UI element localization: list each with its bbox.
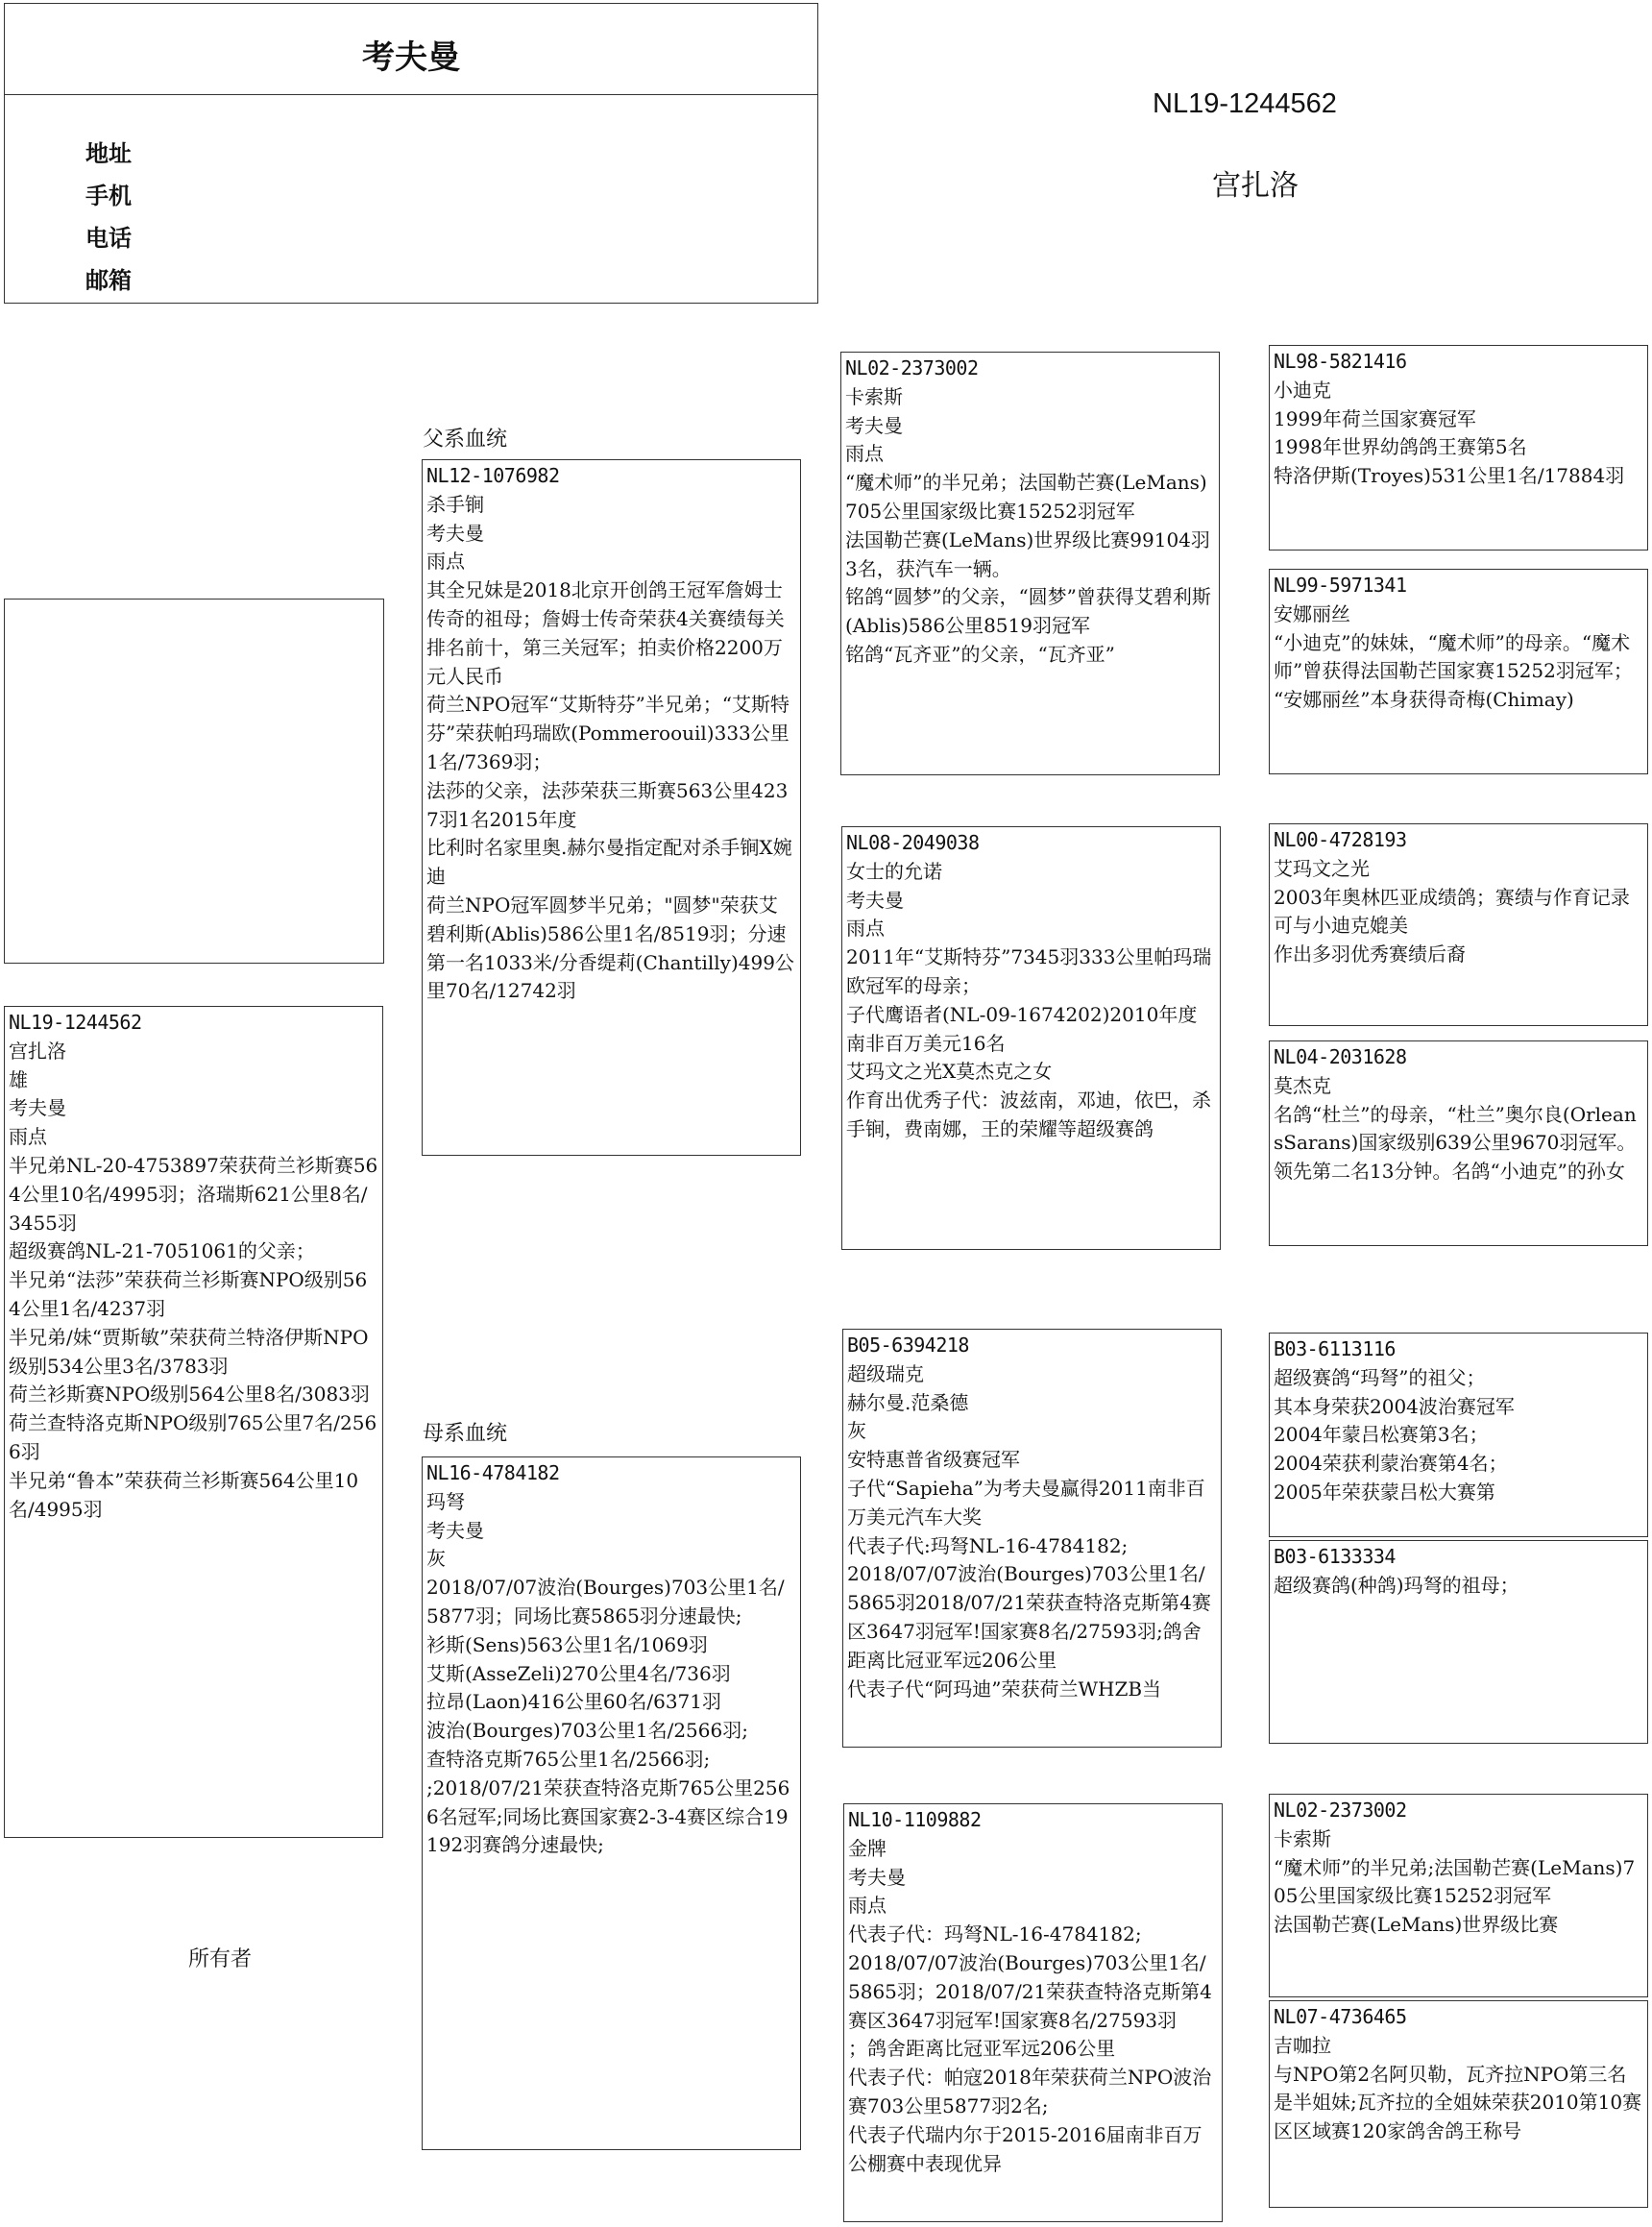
pedigree-text-line: 考夫曼 bbox=[846, 888, 904, 912]
pedigree-text-line: 雨点 bbox=[9, 1125, 47, 1149]
pedigree-text-line: 雨点 bbox=[426, 550, 465, 574]
pedigree-text-line: 作出多羽优秀赛绩后裔 bbox=[1274, 942, 1466, 967]
bird-name: 超级赛鸽“玛弩”的祖父； bbox=[1274, 1365, 1486, 1389]
address-label: 地址 bbox=[85, 140, 132, 167]
pedigree-text-line: 法国勒芒赛(LeMans)世界级比赛 bbox=[1274, 1913, 1559, 1937]
dam-card bbox=[422, 1456, 801, 2150]
bird-name: 超级瑞克 bbox=[847, 1361, 924, 1385]
owner-label: 所有者 bbox=[188, 1947, 253, 1971]
ring-number: NL99-5971341 bbox=[1274, 574, 1407, 597]
pedigree-text-line: 2018/07/07波治(Bourges)703公里1名/5865羽2018/07/21荣获查特洛克斯第4赛区3647羽冠军!国家赛8名/27593羽;鸽舍距离比冠亚军远206公里 bbox=[847, 1562, 1211, 1672]
pedigree-text-line: 艾玛文之光X莫杰克之女 bbox=[846, 1060, 1053, 1084]
subject-card bbox=[4, 1006, 383, 1838]
pedigree-text-line: 考夫曼 bbox=[426, 521, 484, 545]
dam-sire-card bbox=[842, 1329, 1222, 1748]
pedigree-text-line: 安特惠普省级赛冠军 bbox=[847, 1448, 1020, 1472]
pedigree-text-line: 子代“Sapieha”为考夫曼赢得2011南非百万美元汽车大奖 bbox=[847, 1476, 1205, 1529]
bird-name: 吉咖拉 bbox=[1274, 2033, 1331, 2057]
owner-box-divider bbox=[5, 94, 817, 95]
sire-dam-sire-card bbox=[1269, 823, 1648, 1026]
ring-number: NL00-4728193 bbox=[1274, 828, 1407, 851]
pedigree-text-line: 1998年世界幼鸽鸽王赛第5名 bbox=[1274, 435, 1527, 459]
ring-number: NL10-1109882 bbox=[848, 1808, 982, 1831]
pedigree-text-line: 2005年荣获蒙吕松大赛第 bbox=[1274, 1480, 1495, 1504]
ring-number: NL12-1076982 bbox=[426, 464, 560, 487]
pedigree-text-line: 代表子代“阿玛迪”荣获荷兰WHZB当 bbox=[847, 1676, 1162, 1701]
sire-sire-sire-card bbox=[1269, 345, 1648, 551]
pedigree-text-line: “魔术师”的半兄弟；法国勒芒赛(LeMans)705公里国家级比赛15252羽冠军 bbox=[845, 471, 1207, 523]
pedigree-text-line: “安娜丽丝”本身获得奇梅(Chimay) bbox=[1274, 688, 1574, 712]
dam-dam-dam-card bbox=[1269, 2000, 1648, 2208]
ring-number: NL08-2049038 bbox=[846, 831, 980, 854]
header-bird-name: 宫扎洛 bbox=[1212, 169, 1299, 203]
owner-info-box bbox=[4, 3, 818, 304]
bird-name: 莫杰克 bbox=[1274, 1073, 1331, 1097]
sire-sire-dam-card bbox=[1269, 569, 1648, 774]
pedigree-text-line: 代表子代：帕寇2018年荣获荷兰NPO波治赛703公里5877羽2名; bbox=[848, 2066, 1212, 2117]
sire-card bbox=[422, 459, 801, 1156]
pedigree-text-line: 2011年“艾斯特芬”7345羽333公里帕玛瑞欧冠军的母亲； bbox=[846, 945, 1212, 997]
ring-number: NL04-2031628 bbox=[1274, 1045, 1407, 1068]
pedigree-text-line: 考夫曼 bbox=[848, 1865, 906, 1889]
pedigree-text-line: 考夫曼 bbox=[426, 1518, 484, 1542]
pedigree-text-line: 其全兄妹是2018北京开创鸽王冠军詹姆士传奇的祖母；詹姆士传奇荣获4关赛绩每关排名前十，第三关冠军；拍卖价格2200万元人民币 bbox=[426, 578, 785, 688]
dam-sire-dam-card bbox=[1269, 1540, 1648, 1744]
pedigree-text-line: 拉昂(Laon)416公里60名/6371羽 bbox=[426, 1690, 721, 1714]
sire-line-label: 父系血统 bbox=[423, 428, 508, 452]
ring-number: NL19-1244562 bbox=[9, 1011, 142, 1034]
phone-label: 电话 bbox=[85, 225, 132, 252]
bird-name: 卡索斯 bbox=[845, 384, 903, 408]
pedigree-text-line: 法莎的父亲，法莎荣获三斯赛563公里4237羽1名2015年度 bbox=[426, 778, 789, 831]
ring-number: NL98-5821416 bbox=[1274, 350, 1407, 373]
pedigree-text-line: 半兄弟“鲁本”荣获荷兰衫斯赛564公里10名/4995羽 bbox=[9, 1468, 359, 1521]
pedigree-text-line: 雨点 bbox=[846, 917, 885, 941]
ring-number: NL02-2373002 bbox=[1274, 1799, 1407, 1822]
header-ring-number: NL19-1244562 bbox=[1153, 88, 1337, 119]
bird-name: 艾玛文之光 bbox=[1274, 856, 1370, 880]
pedigree-text-line: 荷兰NPO冠军圆梦半兄弟；"圆梦"荣获艾碧利斯(Ablis)586公里1名/8519羽；分速第一名1033米/分香缇莉(Chantilly)499公里70名/12742羽 bbox=[426, 893, 794, 1003]
bird-name: 宫扎洛 bbox=[9, 1039, 66, 1063]
pedigree-text-line: 雨点 bbox=[845, 442, 884, 466]
pedigree-text-line: 查特洛克斯765公里1名/2566羽; bbox=[426, 1747, 711, 1771]
bird-name: 玛弩 bbox=[426, 1489, 465, 1513]
photo-placeholder bbox=[4, 599, 384, 964]
ring-number: NL16-4784182 bbox=[426, 1461, 560, 1484]
pedigree-text-line: 代表子代:玛弩NL-16-4784182; bbox=[847, 1533, 1129, 1557]
pedigree-text-line: 比利时名家里奥.赫尔曼指定配对杀手锏X婉迪 bbox=[426, 836, 792, 889]
bird-name: 卡索斯 bbox=[1274, 1826, 1331, 1850]
pedigree-text-line: 代表子代瑞内尔于2015-2016届南非百万公棚赛中表现优异 bbox=[848, 2122, 1203, 2175]
sire-sire-card bbox=[840, 352, 1220, 775]
pedigree-text-line: 荷兰NPO冠军“艾斯特芬”半兄弟；“艾斯特芬”荣获帕玛瑞欧(Pommeroouil)333公里1名/7369羽； bbox=[426, 693, 790, 773]
pedigree-text-line: 雄 bbox=[9, 1067, 28, 1091]
bird-name: 杀手锏 bbox=[426, 492, 484, 516]
pedigree-text-line: 2018/07/07波治(Bourges)703公里1名/5865羽；2018/07/21荣获查特洛克斯第4赛区3647羽冠军!国家赛8名/27593羽 bbox=[848, 1950, 1212, 2032]
bird-name: 小迪克 bbox=[1274, 378, 1331, 402]
pedigree-text-line: 半兄弟/妹“贾斯敏”荣获荷兰特洛伊斯NPO级别534公里3名/3783羽 bbox=[9, 1325, 369, 1378]
email-label: 邮箱 bbox=[85, 267, 132, 294]
pedigree-text-line: “小迪克”的妹妹，“魔术师”的母亲。“魔术师”曾获得法国勒芒国家赛15252羽冠军； bbox=[1274, 630, 1633, 683]
pedigree-text-line: 半兄弟NL-20-4753897荣获荷兰衫斯赛564公里10名/4995羽；洛瑞斯621公里8名/3455羽 bbox=[9, 1153, 378, 1235]
mobile-label: 手机 bbox=[85, 183, 132, 209]
sire-dam-dam-card bbox=[1269, 1040, 1648, 1246]
pedigree-text-line: 作育出优秀子代：波兹南，邓迪，依巴，杀手锏，费南娜，王的荣耀等超级赛鸽 bbox=[846, 1089, 1211, 1140]
ring-number: B03-6113116 bbox=[1274, 1337, 1396, 1360]
pedigree-text-line: 与NPO第2名阿贝勒，瓦齐拉NPO第三名是半姐妹;瓦齐拉的全姐妹荣获2010第10赛区区域赛120家鸽舍鸽王称号 bbox=[1274, 2062, 1642, 2143]
pedigree-text-line: 雨点 bbox=[848, 1894, 887, 1918]
pedigree-text-line: 铭鸽“圆梦”的父亲，“圆梦”曾获得艾碧利斯(Ablis)586公里8519羽冠军 bbox=[845, 585, 1211, 638]
pedigree-text-line: 2018/07/07波治(Bourges)703公里1名/5877羽；同场比赛5865羽分速最快; bbox=[426, 1576, 785, 1627]
pedigree-text-line: 子代鹰语者(NL-09-1674202)2010年度南非百万美元16名 bbox=[846, 1002, 1198, 1055]
pedigree-text-line: 法国勒芒赛(LeMans)世界级比赛99104羽3名，获汽车一辆。 bbox=[845, 527, 1210, 580]
pedigree-text-line: “魔术师”的半兄弟;法国勒芒赛(LeMans)705公里国家级比赛15252羽冠军 bbox=[1274, 1855, 1636, 1908]
pedigree-text-line: 2003年奥林匹亚成绩鸽；赛绩与作育记录可与小迪克媲美 bbox=[1274, 885, 1630, 938]
bird-name: 安娜丽丝 bbox=[1274, 601, 1350, 625]
pedigree-text-line: ；鸽舍距离比冠亚军远206公里 bbox=[848, 2037, 1116, 2061]
pedigree-text-line: 荷兰查特洛克斯NPO级别765公里7名/2566羽 bbox=[9, 1411, 377, 1463]
bird-name: 超级赛鸽(种鸽)玛弩的祖母； bbox=[1274, 1573, 1519, 1597]
pedigree-text-line: 赫尔曼.范桑德 bbox=[847, 1390, 969, 1414]
pedigree-text-line: 超级赛鸽NL-21-7051061的父亲； bbox=[9, 1239, 315, 1263]
pedigree-text-line: 艾斯(AsseZeli)270公里4名/736羽 bbox=[426, 1661, 731, 1685]
pedigree-text-line: ;2018/07/21荣获查特洛克斯765公里2566名冠军;同场比赛国家赛2-3-4赛区综合19192羽赛鸽分速最快; bbox=[426, 1775, 790, 1857]
pedigree-text-line: 其本身荣获2004波治赛冠军 bbox=[1274, 1394, 1515, 1418]
bird-name: 女士的允诺 bbox=[846, 859, 942, 883]
dam-sire-sire-card bbox=[1269, 1333, 1648, 1537]
pedigree-text-line: 2004荣获利蒙治赛第4名； bbox=[1274, 1452, 1508, 1476]
pedigree-text-line: 半兄弟“法莎”荣获荷兰衫斯赛NPO级别564公里1名/4237羽 bbox=[9, 1268, 368, 1320]
dam-dam-card bbox=[843, 1803, 1223, 2222]
pedigree-text-line: 灰 bbox=[426, 1547, 446, 1571]
sire-dam-card bbox=[841, 826, 1221, 1250]
pedigree-text-line: 考夫曼 bbox=[9, 1096, 66, 1120]
ring-number: B03-6133334 bbox=[1274, 1545, 1396, 1568]
dam-dam-sire-card bbox=[1269, 1794, 1648, 1997]
pedigree-text-line: 考夫曼 bbox=[845, 413, 903, 437]
pedigree-text-line: 衫斯(Sens)563公里1名/1069羽 bbox=[426, 1632, 708, 1656]
pedigree-text-line: 特洛伊斯(Troyes)531公里1名/17884羽 bbox=[1274, 464, 1625, 488]
bird-name: 金牌 bbox=[848, 1836, 887, 1860]
ring-number: NL02-2373002 bbox=[845, 356, 979, 379]
pedigree-text-line: 波治(Bourges)703公里1名/2566羽; bbox=[426, 1719, 748, 1743]
pedigree-text-line: 代表子代：玛弩NL-16-4784182; bbox=[848, 1922, 1142, 1946]
ring-number: B05-6394218 bbox=[847, 1334, 969, 1357]
pedigree-text-line: 荷兰衫斯赛NPO级别564公里8名/3083羽 bbox=[9, 1383, 370, 1407]
pedigree-text-line: 铭鸽“瓦齐亚”的父亲，“瓦齐亚” bbox=[845, 642, 1115, 666]
loft-name: 考夫曼 bbox=[362, 38, 460, 77]
pedigree-text-line: 2004年蒙吕松赛第3名； bbox=[1274, 1423, 1489, 1447]
pedigree-text-line: 名鸽“杜兰”的母亲，“杜兰”奥尔良(OrleansSarans)国家级别639公里9670羽冠军。领先第二名13分钟。名鸽“小迪克”的孙女 bbox=[1274, 1102, 1637, 1184]
pedigree-text-line: 灰 bbox=[847, 1419, 866, 1443]
pedigree-text-line: 1999年荷兰国家赛冠军 bbox=[1274, 406, 1476, 430]
ring-number: NL07-4736465 bbox=[1274, 2005, 1407, 2028]
dam-line-label: 母系血统 bbox=[423, 1422, 508, 1446]
